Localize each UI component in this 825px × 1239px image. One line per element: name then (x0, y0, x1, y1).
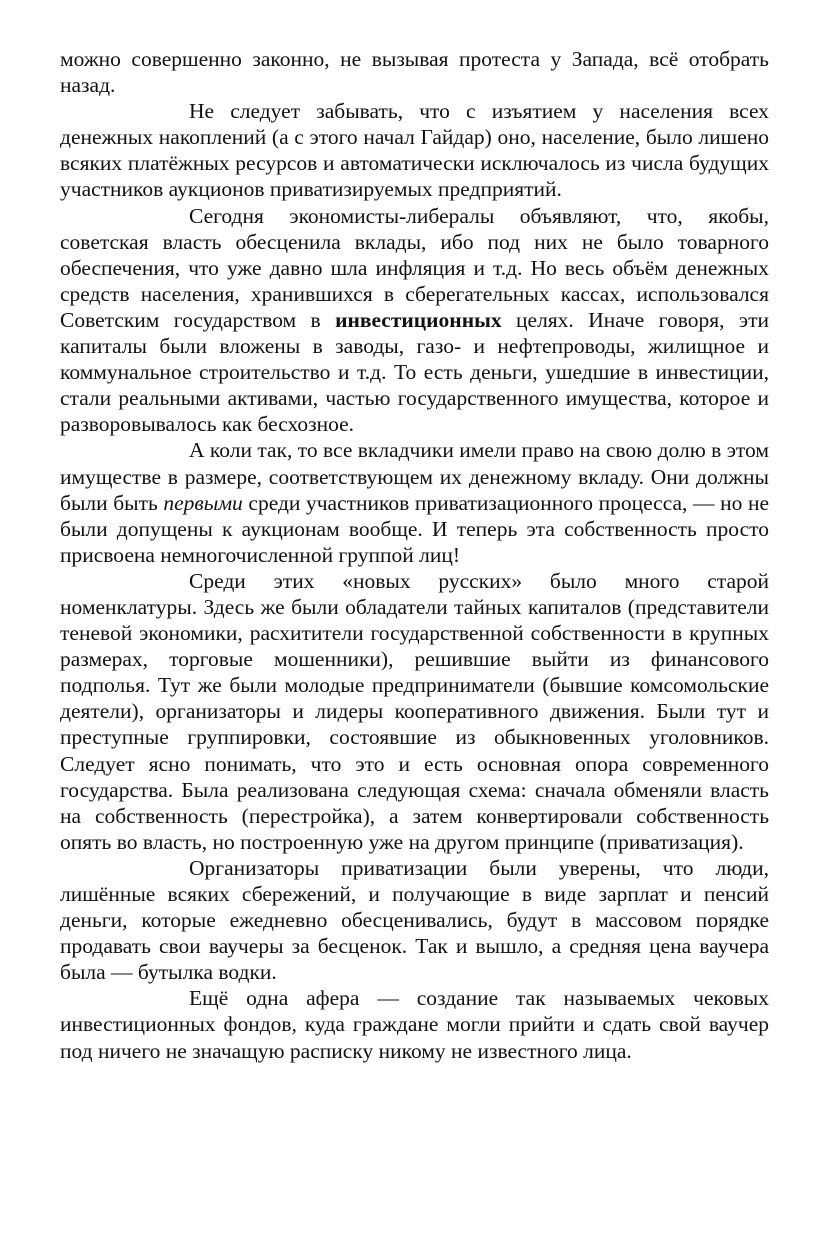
italic-term: первыми (163, 490, 243, 515)
bold-term: инвестиционных (335, 307, 502, 332)
paragraph (60, 98, 769, 202)
paragraph-text: Ещё одна афера — создание так называемых чековых инвестиционных фондов, куда граждане могли прийти и сдать свой ваучер под ничего не значащую расписку никому не известного лица. (60, 986, 769, 1063)
paragraph-text: Организаторы приватизации были уверены, что люди, лишённые всяких сбережений, и получающие в виде зарплат и пенсий деньги, которые ежедневно обесценивались, будут в массовом порядке продавать свои ваучеры за бесценок. Так и вышло, а средняя цена ваучера была — бутылка водки. (60, 855, 769, 985)
paragraph-text: целях. Иначе говоря, эти капиталы были вложены в заводы, газо- и нефтепроводы, жилищное и коммунальное строительство и т.д. То есть деньги, ушедшие в инвестиции, стали реальными активами, частью государственного имущества, которое и разворовывалось как бесхозное. (60, 307, 769, 437)
paragraph-text: Сегодня экономисты-либералы объявляют, что, якобы, советская власть обесценила вклады, ибо под них не было товарного обеспечения, что уже давно шла инфляция и т.д. Но весь объём денежных средств населения, хранившихся в сберегательных кассах, использовался Советским государством в (60, 203, 769, 332)
paragraph (60, 203, 769, 438)
paragraph-text: среди участников приватизационного процесса, — но не были допущены к аукционам вообще. И теперь эта собственность просто присвоена немногочисленной группой лиц! (60, 490, 769, 567)
paragraph-text: А коли так, то все вкладчики имели право на свою долю в этом имуществе в размере, соответствующем их денежному вкладу. Они должны были быть (60, 438, 769, 515)
paragraph (60, 46, 769, 98)
paragraph-text: Среди этих «новых русских» было много старой номенклатуры. Здесь же были обладатели тайных капиталов (представители теневой экономики, расхитители государственной собственности в крупных размерах, торговые мошенники), решившие выйти из финансового подполья. Тут же были молодые предприниматели (бывшие комсомольские деятели), организаторы и лидеры кооперативного движения. Были тут и преступные группировки, состоявшие из обыкновенных уголовников. Следует ясно понимать, что это и есть основная опора современного государства. Была реализована следующая схема: сначала обменяли власть на собственность (перестройка), а затем конвертировали собственность опять во власть, но построенную уже на другом принципе (приватизация). (60, 568, 769, 854)
paragraph-text: можно совершенно законно, не вызывая протеста у Запада, всё отобрать назад. (60, 47, 769, 98)
paragraph-text: Не следует забывать, что с изъятием у населения всех денежных накоплений (а с этого начал Гайдар) оно, население, было лишено всяких платёжных ресурсов и автоматически исключалось из числа будущих участников аукционов приватизируемых предприятий. (60, 99, 769, 202)
paragraph (60, 568, 769, 855)
paragraph (60, 437, 769, 567)
document-page (60, 46, 769, 1064)
paragraph (60, 855, 769, 985)
paragraph (60, 985, 769, 1063)
